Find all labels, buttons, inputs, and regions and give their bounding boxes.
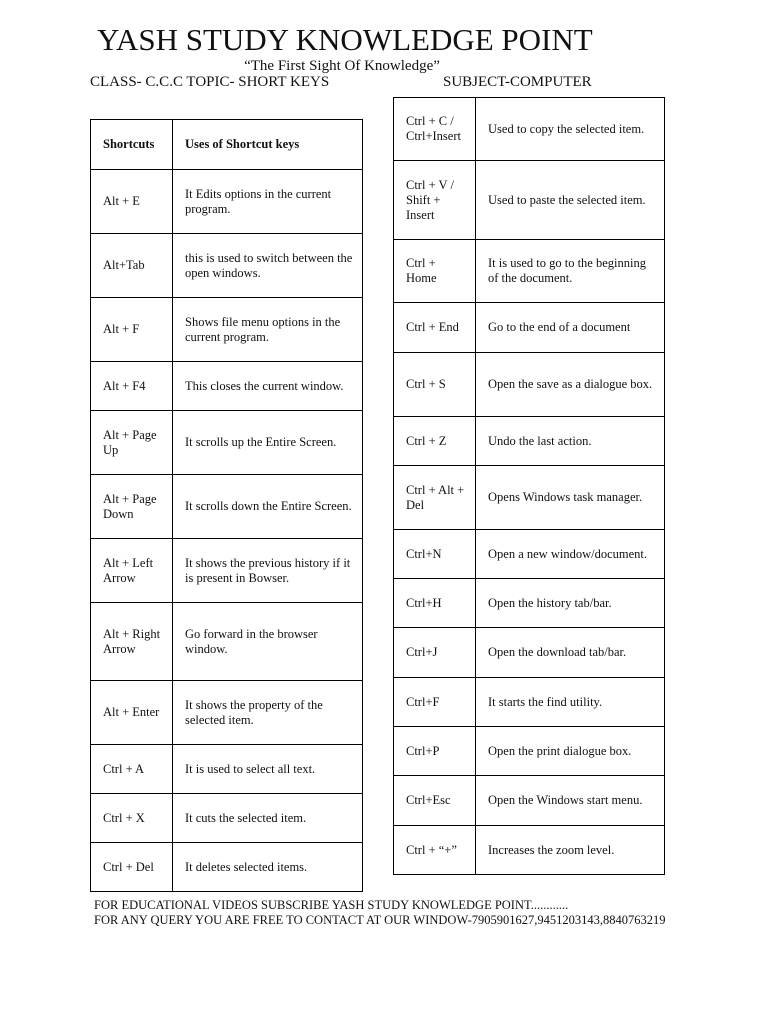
shortcut-use: Used to copy the selected item.	[476, 98, 665, 161]
shortcut-key: Alt + E	[91, 170, 173, 234]
shortcut-use: It is used to select all text.	[173, 745, 363, 794]
shortcut-key: Ctrl + “+”	[394, 826, 476, 875]
shortcut-key: Ctrl+F	[394, 678, 476, 727]
shortcut-use: It starts the find utility.	[476, 678, 665, 727]
shortcut-use: Used to paste the selected item.	[476, 161, 665, 240]
footer-contact-line: FOR ANY QUERY YOU ARE FREE TO CONTACT AT OUR WINDOW-7905901627,9451203143,8840763219	[94, 913, 666, 927]
table-row	[91, 843, 363, 892]
table-row	[91, 794, 363, 843]
table-row	[394, 161, 665, 240]
table-row	[394, 466, 665, 530]
shortcut-key: Alt + Right Arrow	[91, 603, 173, 681]
page-subtitle: “The First Sight Of Knowledge”	[244, 58, 440, 74]
table-row	[394, 628, 665, 678]
shortcut-use: This closes the current window.	[173, 362, 363, 411]
table-row	[91, 681, 363, 745]
table-row	[91, 298, 363, 362]
shortcut-key: Ctrl + S	[394, 353, 476, 417]
shortcut-use: It cuts the selected item.	[173, 794, 363, 843]
shortcut-key: Ctrl+P	[394, 727, 476, 776]
shortcut-key: Alt + Left Arrow	[91, 539, 173, 603]
shortcut-use: Open the print dialogue box.	[476, 727, 665, 776]
table-row	[394, 579, 665, 628]
table-row	[394, 98, 665, 161]
shortcut-use: It shows the previous history if it is present in Bowser.	[173, 539, 363, 603]
table-row	[91, 362, 363, 411]
shortcut-use: It deletes selected items.	[173, 843, 363, 892]
table-row	[394, 417, 665, 466]
footer-subscribe-line: FOR EDUCATIONAL VIDEOS SUBSCRIBE YASH STUDY KNOWLEDGE POINT............	[94, 898, 569, 912]
table-row	[91, 539, 363, 603]
shortcut-use: It shows the property of the selected item.	[173, 681, 363, 745]
shortcut-use: Go to the end of a document	[476, 303, 665, 353]
shortcut-key: Ctrl + End	[394, 303, 476, 353]
table-row	[394, 303, 665, 353]
shortcut-use: Go forward in the browser window.	[173, 603, 363, 681]
table-row	[91, 745, 363, 794]
shortcut-key: Ctrl + A	[91, 745, 173, 794]
shortcut-key: Alt + Page Down	[91, 475, 173, 539]
shortcut-key: Ctrl+Esc	[394, 776, 476, 826]
shortcut-key: Ctrl + Alt + Del	[394, 466, 476, 530]
table-row	[394, 353, 665, 417]
shortcut-use: Undo the last action.	[476, 417, 665, 466]
subject-heading: SUBJECT-COMPUTER	[443, 74, 592, 90]
table-row	[91, 411, 363, 475]
shortcut-key: Alt+Tab	[91, 234, 173, 298]
shortcut-use: It scrolls up the Entire Screen.	[173, 411, 363, 475]
shortcut-use: Open the download tab/bar.	[476, 628, 665, 678]
table-row	[394, 530, 665, 579]
shortcut-key: Ctrl + V / Shift + Insert	[394, 161, 476, 240]
table-row	[91, 603, 363, 681]
shortcut-key: Ctrl + Home	[394, 240, 476, 303]
table-row	[394, 678, 665, 727]
table-row	[91, 475, 363, 539]
shortcut-key: Alt + F	[91, 298, 173, 362]
shortcuts-column-header: Shortcuts	[91, 120, 173, 170]
shortcut-key: Alt + F4	[91, 362, 173, 411]
table-row	[394, 826, 665, 875]
shortcut-use: this is used to switch between the open windows.	[173, 234, 363, 298]
table-row	[91, 170, 363, 234]
page-title: YASH STUDY KNOWLEDGE POINT	[97, 22, 593, 57]
footer	[94, 898, 665, 928]
shortcut-key: Ctrl + Del	[91, 843, 173, 892]
shortcut-use: It Edits options in the current program.	[173, 170, 363, 234]
table-row	[394, 240, 665, 303]
shortcut-use: Increases the zoom level.	[476, 826, 665, 875]
table-row	[91, 234, 363, 298]
left-shortcut-table	[90, 119, 363, 892]
shortcut-use: It scrolls down the Entire Screen.	[173, 475, 363, 539]
shortcut-key: Ctrl+H	[394, 579, 476, 628]
right-shortcut-table	[393, 97, 665, 875]
shortcut-key: Ctrl + X	[91, 794, 173, 843]
shortcut-key: Ctrl+N	[394, 530, 476, 579]
shortcut-use: Open the save as a dialogue box.	[476, 353, 665, 417]
shortcut-use: Open the history tab/bar.	[476, 579, 665, 628]
shortcut-use: Shows file menu options in the current program.	[173, 298, 363, 362]
uses-column-header: Uses of Shortcut keys	[173, 120, 363, 170]
table-header-row	[91, 120, 363, 170]
table-row	[394, 776, 665, 826]
shortcut-use: Opens Windows task manager.	[476, 466, 665, 530]
shortcut-use: Open a new window/document.	[476, 530, 665, 579]
shortcut-key: Alt + Page Up	[91, 411, 173, 475]
shortcut-key: Ctrl + Z	[394, 417, 476, 466]
shortcut-use: It is used to go to the beginning of the document.	[476, 240, 665, 303]
table-row	[394, 727, 665, 776]
shortcut-key: Ctrl+J	[394, 628, 476, 678]
shortcut-key: Alt + Enter	[91, 681, 173, 745]
shortcut-key: Ctrl + C / Ctrl+Insert	[394, 98, 476, 161]
class-topic-heading: CLASS- C.C.C TOPIC- SHORT KEYS	[90, 74, 330, 90]
shortcut-use: Open the Windows start menu.	[476, 776, 665, 826]
